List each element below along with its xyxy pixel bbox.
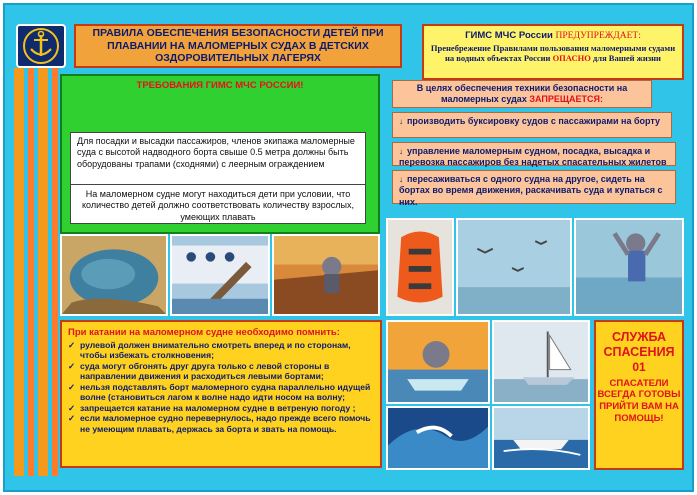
photo-wolf-rowing [386,320,490,404]
decorative-stripes [10,68,58,476]
photo-ship-ladder [170,234,270,316]
arrow-down-icon: ↓ [399,147,403,156]
arrow-down-icon: ↓ [399,175,403,184]
list-item-text: запрещается катание на маломерном судне в ветреную погоду ; [80,402,356,413]
warning-org: ГИМС МЧС России [465,30,553,41]
list-item [68,403,374,413]
prohibited-item [392,112,672,138]
warning-head [428,30,678,41]
photo-sailboat [492,320,590,404]
photo-lake-aerial [60,234,168,316]
warning-text-after: для Вашей жизни [593,53,661,64]
poster-title-box [74,24,402,68]
list-item [68,361,374,382]
checkmark-icon: ✓ [68,360,76,371]
prohibited-item-text: производить буксировку судов с пассажирами на борту [407,116,661,126]
requirements-title: ТРЕБОВАНИЯ ГИМС МЧС РОССИИ! [136,80,304,91]
requirement-item-children: На маломерном судне могут находиться дети при условии, что количество детей должно соответствовать количеству взрослых, умеющих плавать [70,184,366,224]
prohibited-item [392,142,676,166]
checkmark-icon: ✓ [68,402,76,413]
checkmark-icon: ✓ [68,381,76,392]
prohibited-header [392,80,652,108]
rescue-service-box [594,320,684,470]
warning-text [428,43,678,63]
rescue-slogan: СПАСАТЕЛИ ВСЕГДА ГОТОВЫ ПРИЙТИ ВАМ НА ПОМОЩЬ! [597,377,681,425]
list-item [68,340,374,361]
prohibited-item-text: управление маломерным судном, посадка, высадка и перевозка пассажиров без надетых спасательных жилетов [399,146,667,168]
warning-text-before: Пренебрежение Правилами пользования маломерными судами на водных объектах России [430,43,676,64]
prohibited-item-text: пересаживаться с одного судна на другое, сидеть на бортах во время движения, раскачивать суда и купаться с них. [399,174,663,207]
prohibited-head-text: В целях обеспечения техники безопасности на маломерных судах [416,83,628,105]
list-item-text: нельзя подставлять борт маломерного судна параллельно идущей волне (становиться лагом к волне надо идти носом на волну; [80,381,371,403]
poster-title: ПРАВИЛА ОБЕСПЕЧЕНИЯ БЕЗОПАСНОСТИ ДЕТЕЙ ПРИ ПЛАВАНИИ НА МАЛОМЕРНЫХ СУДАХ В ДЕТСКИХ ОЗДОРОВИТЕЛЬНЫХ ЛАГЕРЯХ [92,27,384,65]
requirements-box [60,74,380,234]
reminders-box [60,320,382,468]
arrow-down-icon: ↓ [399,117,403,126]
reminders-title: При катании на маломерном судне необходимо помнить: [68,327,340,338]
photo-boat-deck [272,234,380,316]
photo-seagulls [456,218,572,316]
requirement-item-ladders: Для посадки и высадки пассажиров, членов экипажа маломерные суда с высотой надводного борта свыше 0.5 метра должны быть оборудованы трапами (сходнями) с леерным ограждением [70,132,366,188]
photo-speedboat [492,406,590,470]
warning-danger: ОПАСНО [552,53,591,64]
warning-verb: ПРЕДУПРЕЖДАЕТ: [555,31,641,41]
reminders-list [68,340,374,434]
list-item-text: суда могут обгонять друг друга только с левой стороны в направлении движения и расходиться левыми бортами; [80,360,330,382]
warning-box [422,24,684,80]
list-item [68,413,374,434]
photo-wolf-jumping [574,218,684,316]
checkmark-icon: ✓ [68,340,76,350]
anchor-emblem-icon [16,24,66,68]
prohibited-item [392,170,676,207]
list-item-text: рулевой должен внимательно смотреть вперед и по сторонам, чтобы избежать столкновения; [80,340,351,361]
photo-life-jacket [386,218,454,316]
rescue-number: 01 [632,360,646,374]
list-item-text: если маломерное судно перевернулось, надо прежде всего помочь не умеющим плавать, держась за борта и звать на помощь. [80,413,371,434]
checkmark-icon: ✓ [68,413,76,424]
photo-wave [386,406,490,470]
list-item [68,382,374,403]
rescue-title: СЛУЖБА СПАСЕНИЯ [603,330,675,359]
prohibited-head-red: ЗАПРЕЩАЕТСЯ: [529,94,603,105]
